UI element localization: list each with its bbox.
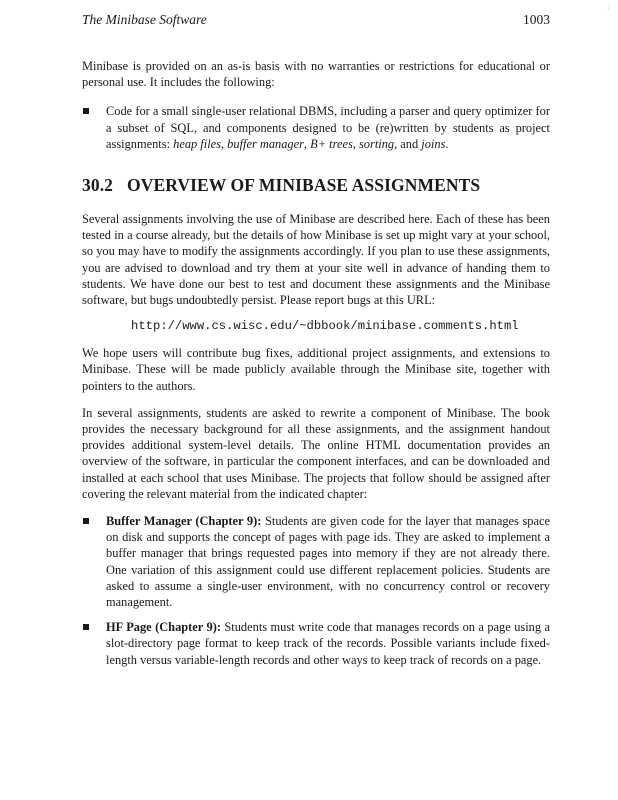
term-sorting: sorting xyxy=(358,136,395,151)
section-number: 30.2 xyxy=(82,175,114,196)
square-bullet-icon xyxy=(83,624,89,630)
body-paragraph-1: Several assignments involving the use of Minibase are described here. Each of these has been tested in a course already, but the details of how Minibase is set up might vary at your school, so you may have to modify the assignments accordingly. If you plan to use these assignments, you are advised to download and try them at your site well in advance of handing them to students. We have done our best to test and document these assignments and the Minibase software, but bugs undoubtedly persist. Please report bugs at this URL: xyxy=(82,212,550,308)
term-buffer-manager: buffer manager xyxy=(227,136,304,151)
section-heading xyxy=(82,175,550,196)
bug-report-url: http://www.cs.wisc.edu/~dbbook/minibase.comments.html xyxy=(131,319,519,334)
assignment-title: Buffer Manager (Chapter 9): xyxy=(106,514,262,529)
body-paragraph-2: We hope users will contribute bug fixes, additional project assignments, and extensions to Minibase. These will be made publicly available through the Minibase site, together with pointers to the authors. xyxy=(82,346,550,393)
intro-bullet-item xyxy=(82,103,550,152)
body-paragraph-3: In several assignments, students are asked to rewrite a component of Minibase. The book provides the necessary background for all these assignments, and the assignment handout provides additional system-level details. The online HTML documentation provides an overview of the software, in particular the component interfaces, and can be downloaded and installed at each school that uses Minibase. The projects that follow should be assigned after covering the relevant material from the indicated chapter: xyxy=(82,405,550,501)
running-title: The Minibase Software xyxy=(82,12,207,27)
page-number: 1003 xyxy=(523,12,550,27)
assignment-item-buffer-manager xyxy=(82,513,550,610)
intro-paragraph: Minibase is provided on an as-is basis with no warranties or restrictions for educational or personal use. It includes the following: xyxy=(82,59,550,90)
separator: , and xyxy=(394,136,422,151)
running-header xyxy=(82,12,550,34)
term-bplus-trees: B+ trees xyxy=(310,136,353,151)
term-heap-files: heap files xyxy=(173,136,221,151)
separator: , xyxy=(352,136,359,151)
separator: , xyxy=(303,136,311,151)
book-page xyxy=(82,12,550,668)
margin-mark: / xyxy=(607,3,610,13)
period: . xyxy=(445,136,449,151)
assignment-item-hf-page xyxy=(82,619,550,668)
square-bullet-icon xyxy=(83,518,89,524)
assignment-text: Students are given code for the layer that manages space on disk and supports the concept of pages with page ids. They are asked to implement a buffer manager that brings requested pages into memory if they are not already there. One variation of this assignment could use different replacement policies. Students are asked to assume a single-user environment, with no concurrency control or recovery management. xyxy=(106,514,551,610)
assignment-text: Students must write code that manages records on a page using a slot-directory page format to keep track of the records. Possible variants include fixed-length versus variable-length records and other ways to keep track of records on a page. xyxy=(106,620,550,667)
square-bullet-icon xyxy=(83,108,89,114)
section-title: OVERVIEW OF MINIBASE ASSIGNMENTS xyxy=(127,175,481,196)
assignment-title: HF Page (Chapter 9): xyxy=(106,620,221,635)
term-joins: joins xyxy=(421,136,446,151)
separator: , xyxy=(220,136,228,151)
bullet-text: Code for a small single-user relational DBMS, including a parser and query optimizer for a subset of SQL, and components designed to be (re)written by students as project assignments: xyxy=(106,104,550,151)
